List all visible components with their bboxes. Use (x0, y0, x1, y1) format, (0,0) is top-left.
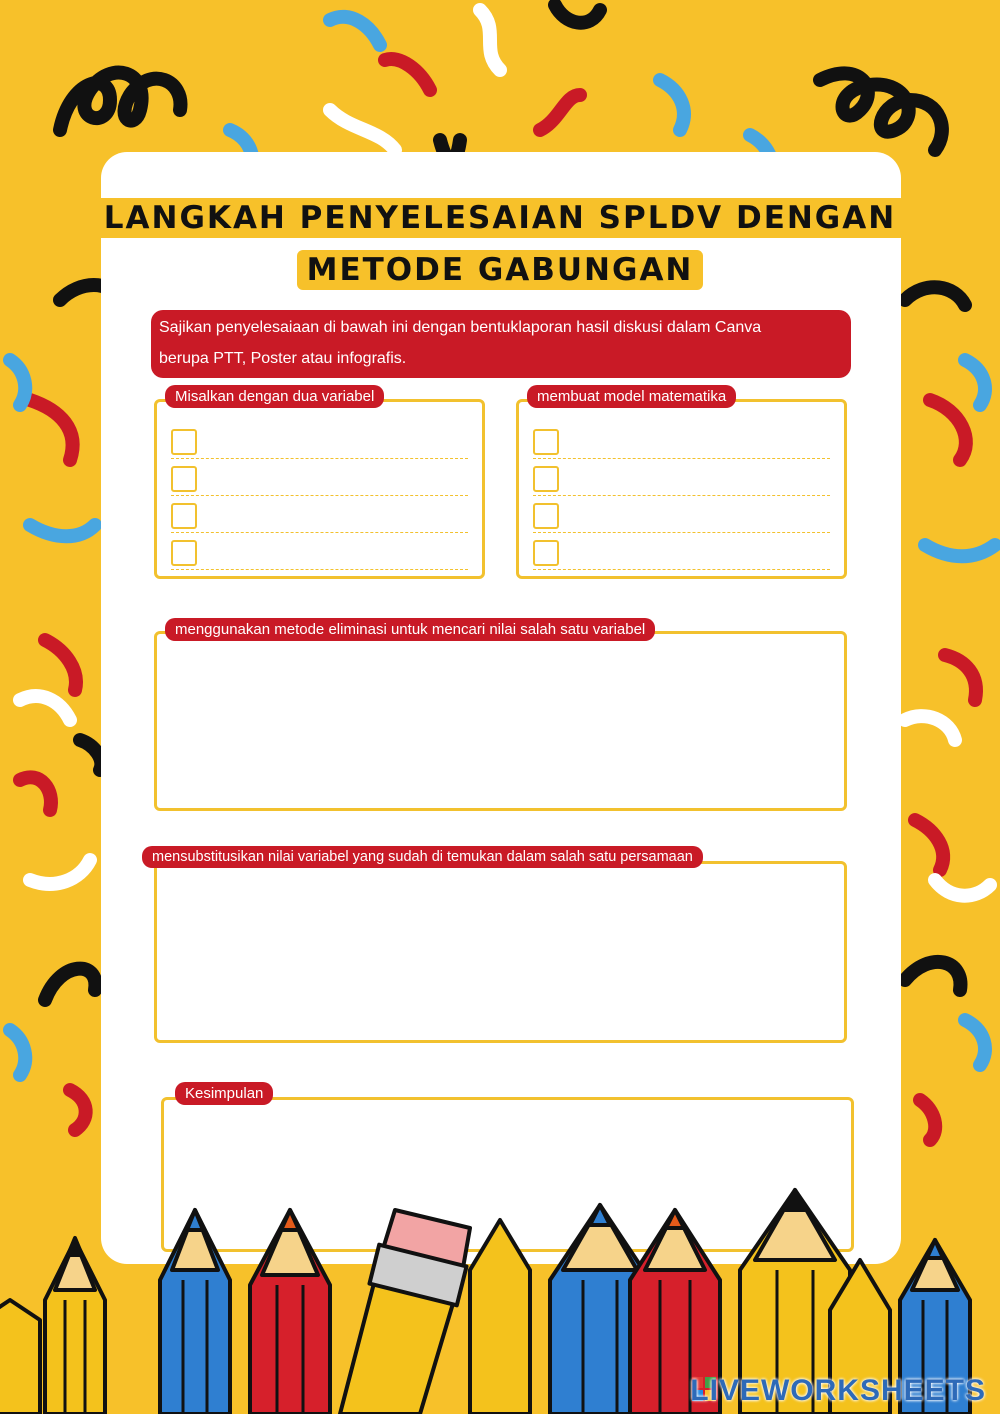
checklist-row (171, 459, 468, 496)
instruction-line-1: Sajikan penyelesaiaan di bawah ini dengan bentuklaporan hasil diskusi dalam Canva (159, 319, 762, 336)
checklist-row (171, 422, 468, 459)
checklist-row (171, 533, 468, 570)
checkbox[interactable] (171, 540, 197, 566)
variables-tag: Misalkan dengan dua variabel (165, 385, 384, 408)
title-line-1 (0, 200, 1000, 236)
elimination-tag: menggunakan metode eliminasi untuk mencari nilai salah satu variabel (165, 618, 655, 641)
checkbox[interactable] (533, 503, 559, 529)
checkbox[interactable] (171, 503, 197, 529)
title-text-1: LANGKAH PENYELESAIAN SPLDV DENGAN (94, 198, 906, 238)
instruction-line-2: berupa PTT, Poster atau infografis. (159, 350, 407, 367)
title-line-2 (0, 252, 1000, 288)
model-tag: membuat model matematika (527, 385, 736, 408)
checkbox[interactable] (171, 429, 197, 455)
title-text-2: METODE GABUNGAN (297, 250, 704, 290)
liveworksheets-watermark: LIVEWORKSHEETS (690, 1374, 986, 1407)
elimination-box[interactable] (154, 631, 847, 811)
checkbox[interactable] (533, 466, 559, 492)
checkbox[interactable] (533, 540, 559, 566)
conclusion-tag: Kesimpulan (175, 1082, 273, 1105)
checklist-row (533, 533, 830, 570)
checklist-row (171, 496, 468, 533)
checkbox[interactable] (171, 466, 197, 492)
instruction-banner (151, 310, 851, 378)
variables-box (154, 399, 485, 579)
checklist-row (533, 459, 830, 496)
checkbox[interactable] (533, 429, 559, 455)
model-box (516, 399, 847, 579)
checklist-row (533, 422, 830, 459)
substitution-tag: mensubstitusikan nilai variabel yang sudah di temukan dalam salah satu persamaan (142, 846, 703, 868)
substitution-box[interactable] (154, 861, 847, 1043)
checklist-row (533, 496, 830, 533)
